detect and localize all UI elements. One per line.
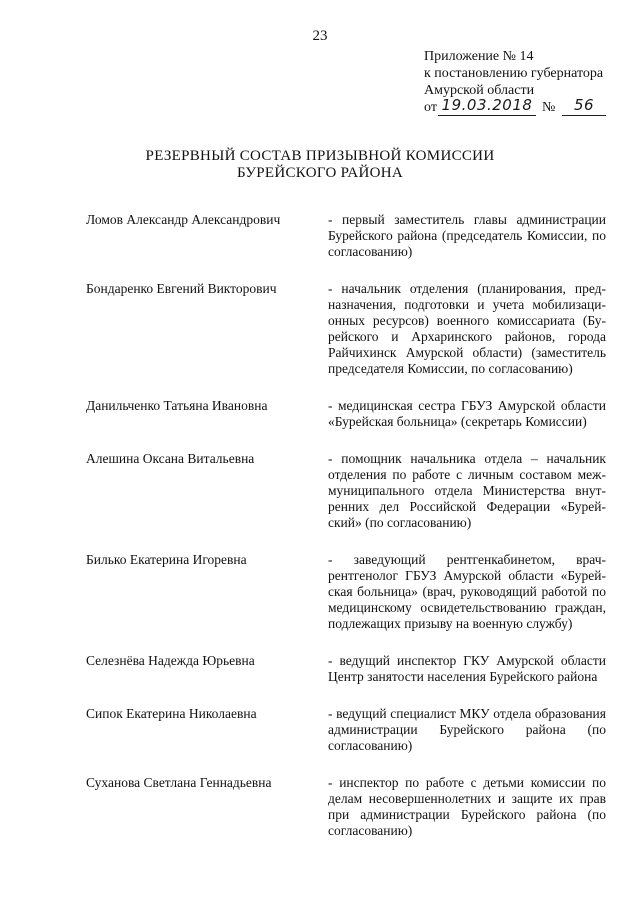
title-line-2: БУРЕЙСКОГО РАЙОНА	[236, 165, 404, 181]
member-name: Суханова Светлана Геннадьевна	[86, 775, 272, 790]
appendix-block	[424, 48, 624, 117]
member-row	[86, 706, 606, 754]
member-role: - инспектор по работе с детьми комиссии по делам несовершеннолетних и защите их прав при администрации Бурейского района (по согласованию)	[328, 775, 606, 838]
document-title	[0, 148, 640, 182]
member-name: Билько Екатерина Игоревна	[86, 552, 247, 567]
member-row	[86, 281, 606, 377]
appendix-line-1: Приложение № 14	[424, 49, 534, 64]
member-row	[86, 552, 606, 632]
member-name: Сипок Екатерина Николаевна	[86, 706, 257, 721]
number-label: №	[542, 100, 556, 115]
appendix-date-row	[424, 96, 624, 117]
member-role: - ведущий специалист МКУ отдела образования администрации Бурейского района (по согласованию)	[328, 706, 606, 753]
member-name: Селезнёва Надежда Юрьевна	[86, 653, 255, 668]
member-name: Ломов Александр Александрович	[86, 212, 281, 227]
member-role: - ведущий инспектор ГКУ Амурской области Центр занятости населения Бурейского района	[328, 653, 606, 684]
date-prefix: от	[424, 100, 437, 115]
members-list	[86, 212, 606, 839]
handwritten-number: 56	[562, 97, 606, 116]
handwritten-date: 19.03.2018	[438, 97, 536, 116]
member-role: - начальник отделения (планирования, предназначения, подготовки и учета мобилизационных ресурсов) военного комиссариата (Бурейского и Архаринского районов, города Райчихинск Амурской области) (заместитель председателя Комиссии, по согласованию)	[328, 281, 606, 376]
member-name: Данильченко Татьяна Ивановна	[86, 398, 268, 413]
appendix-line-2: к постановлению губернатора	[424, 66, 604, 81]
member-row	[86, 398, 606, 430]
title-line-1: РЕЗЕРВНЫЙ СОСТАВ ПРИЗЫВНОЙ КОМИССИИ	[145, 148, 495, 164]
member-row	[86, 212, 606, 260]
member-row	[86, 775, 606, 839]
member-row	[86, 451, 606, 531]
member-row	[86, 653, 606, 685]
appendix-line-3: Амурской области	[424, 83, 535, 98]
member-name: Бондаренко Евгений Викторович	[86, 281, 277, 296]
member-role: - первый заместитель главы администрации Бурейского района (председатель Комиссии, по согласованию)	[328, 212, 606, 259]
member-role: - помощник начальника отдела – начальник отделения по работе с личным составом межмуниципального отдела Министерства внутренних дел Российской Федерации «Бурейский» (по согласованию)	[328, 451, 606, 530]
page-number: 23	[312, 28, 328, 44]
member-name: Алешина Оксана Витальевна	[86, 451, 255, 466]
member-role: - медицинская сестра ГБУЗ Амурской области «Бурейская больница» (секретарь Комиссии)	[328, 398, 606, 429]
member-role: - заведующий рентгенкабинетом, врач-рентгенолог ГБУЗ Амурской области «Бурейская больница» (врач, руководящий работой по медицинскому освидетельствованию граждан, подлежащих призыву на военную службу)	[328, 552, 606, 631]
